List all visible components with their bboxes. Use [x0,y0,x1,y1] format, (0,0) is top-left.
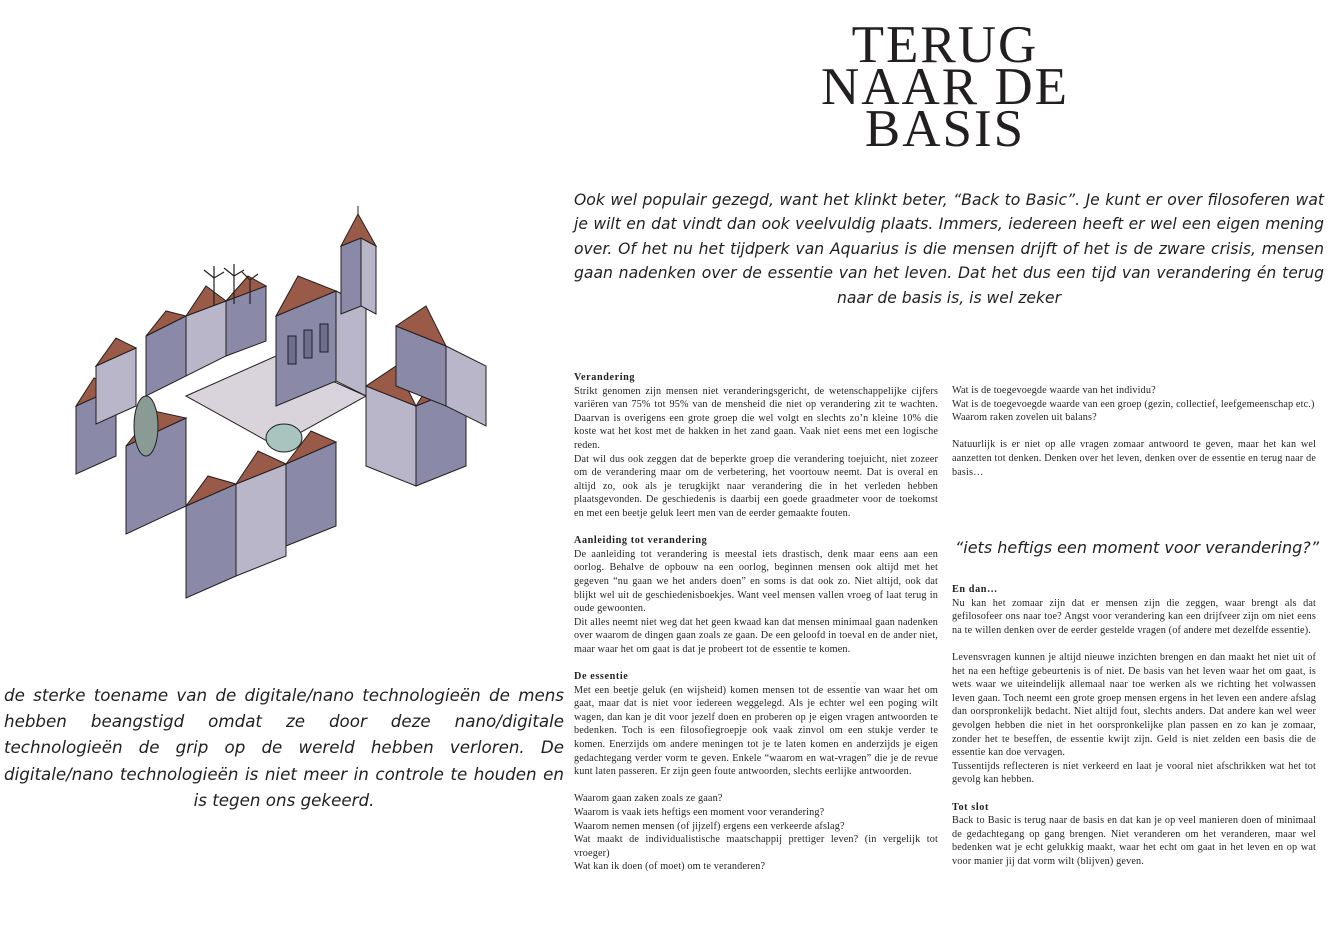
title-line-3: BASIS [864,100,1026,158]
heading-en-dan: En dan… [952,584,998,595]
heading-verandering: Verandering [574,372,636,383]
question-item: Waarom raken zovelen uit balans? [952,412,1097,424]
question-item: Wat maakt de individualistische maatschappij prettiger leven? (in vergelijk tot vroeger) [574,834,938,859]
paragraph: Natuurlijk is er niet op alle vragen zomaar antwoord te geven, maar het kan wel aanzetten tot denken. Denken over het leven, denken over de essentie en terug naar de basis… [952,439,1316,478]
question-item: Wat is de toegevoegde waarde van het individu? [952,385,1156,396]
question-item: Wat is de toegevoegde waarde van een groep (gezin, collectief, leefgemeenschap etc.) [952,398,1315,410]
front-row-houses [186,424,336,598]
church [276,206,376,406]
paragraph: Levensvragen kunnen je altijd nieuwe inzichten brengen en dan maakt het niet uit of het na een heftige gebeurtenis is of niet. De basis van het leven waar het om gaat, is wets waar we uiteindelijk allemaal naar toe werken als we richting het volwassen leven gaan. Toch neemt een grote groep mensen ergens in het leven een andere afslag dan oorspronkelijk bedacht. Niet altijd fout, slechts anders. Dat andere kan wel weer gevolgen hebben die niet in het oorspronkelijke plan passen en zo kan je zomaar, zonder het te beseffen, de essentie kwijt zijn. Geld is niet zelden een basis die de essentie kan doe vervagen. [952,651,1316,759]
title-line-1: TERUG [851,16,1039,74]
article-column-left [574,371,938,874]
page-title [780,16,1110,158]
paragraph: Back to Basic is terug naar de basis en dat kan je op veel manieren doen of minimaal de gedachtegang op gang brengen. Niet veranderen om het veranderen, maar wel bedenken wat je echt gelukkig maakt, waar het echt om gaat in het leven en op wat voor manier jij dat vorm wilt (blijven) geven. [952,815,1316,867]
heading-aanleiding: Aanleiding tot verandering [574,535,708,547]
paragraph: Met een beetje geluk (en wijsheid) komen mensen tot de essentie van waar het om gaat, maar dat is niet voor iedereen weggelegd. Als je echter wel een poging wilt wagen, dan kan je dit voor jezelf doen en proberen op je eigen vragen antwoorden te bedenken. Toch is een filosofiegroepje ook vaak zinvol om een stukje verder te komen. Enerzijds om andere meningen tot je te laten komen en anderzijds je eigen gedachtegang verder vorm te geven. Enkele “waarom en wat-vragen” die je de revue kunt laten passeren. Er zijn geen foute antwoorden, slechts eerlijke antwoorden. [574,684,938,778]
paragraph: Tussentijds reflecteren is niet verkeerd en laat je vooral niet afschrikken wat het tot gevolg kan hebben. [952,760,1316,786]
paragraph: De aanleiding tot verandering is meestal iets drastisch, denk maar eens aan een oorlog. Behalve de opbouw na een oorlog, beginnen mensen ook altijd met het gegeven “nu gaan we het anders doen” en soms is dat ook zo. Niet altijd, ook dat blijkt wel uit de geschiedenisboekjes. Want veel mensen vallen vroeg of laat terug in oude gewoonten. [574,548,938,615]
question-item: Waarom gaan zaken zoals ze gaan? [574,793,723,805]
paragraph: Dat wil dus ook zeggen dat de beperkte groep die verandering toejuicht, niet zozeer om de verandering maar om de verbetering, het voortouw neemt. Dat is overal en altijd zo, ook als je terugkijkt naar verandering die in het verleden hebben plaatsgevonden. De geschiedenis is daarbij een goede graadmeter voor de toekomst en met een beetje geluk leert men van de eerder gemaakte fouten. [574,453,938,519]
illustration-caption: de sterke toename van de digitale/nano technologieën de mens hebben beangstigd omdat ze door deze nano/digitale technologieën de grip op de wereld hebben verloren. De digitale/nano technologieën is niet meer in controle te houden en is tegen ons gekeerd. [4,685,564,810]
question-item: Waarom is vaak iets heftigs een moment voor verandering? [574,807,825,818]
article-column-right-lower [952,583,1316,868]
paragraph: Nu kan het zomaar zijn dat er mensen zijn die zeggen, waar brengt als dat gefilosofeer ons naar toe? Angst voor verandering kan een drijfveer zijn om niet eens na te willen denken over de eerder gestelde vragen (of andere met dezelfde essentie). [952,597,1316,636]
pull-quote: “iets heftigs een moment voor verandering?” [954,538,1320,557]
article-column-right [952,384,1316,479]
paragraph: Strikt genomen zijn mensen niet veranderingsgericht, de wetenschappelijke cijfers variëren van 75% tot 95% van de mensheid die niet op verandering zit te wachten. Daarvan is overigens een grote groep die wel volgt en slechts zo’n kleine 10% die koste wat het kost met de hakken in het zand gaan. Vaak niet eens met een logische reden. [574,385,938,451]
intro-paragraph: Ook wel populair gezegd, want het klinkt beter, “Back to Basic”. Je kunt er over filosoferen wat je wilt en dat vindt dan ook veelvuldig plaats. Immers, iedereen heeft er wel een eigen mening over. Of het nu het tijdperk van Aquarius is die mensen drijft of het is de zware crisis, mensen gaan nadenken over de essentie van het leven. Dat het dus een tijd van verandering én terug naar de basis is, is wel zeker [574,191,1324,307]
question-item: Waarom nemen mensen (of jijzelf) ergens een verkeerde afslag? [574,820,845,832]
right-row-houses [366,306,486,486]
isometric-town-illustration [36,206,504,606]
heading-tot-slot: Tot slot [952,801,989,813]
title-line-2: NAAR DE [820,58,1070,116]
question-item: Wat kan ik doen (of moet) om te veranderen? [574,861,766,873]
paragraph: Dit alles neemt niet weg dat het geen kwaad kan dat mensen minimaal gaan nadenken over waarom de dingen gaan zoals ze gaan. De een geloofd in toeval en de ander niet, maar waar het om gaat is dat je probeert tot de essentie te komen. [574,616,938,655]
heading-essentie: De essentie [574,671,629,683]
